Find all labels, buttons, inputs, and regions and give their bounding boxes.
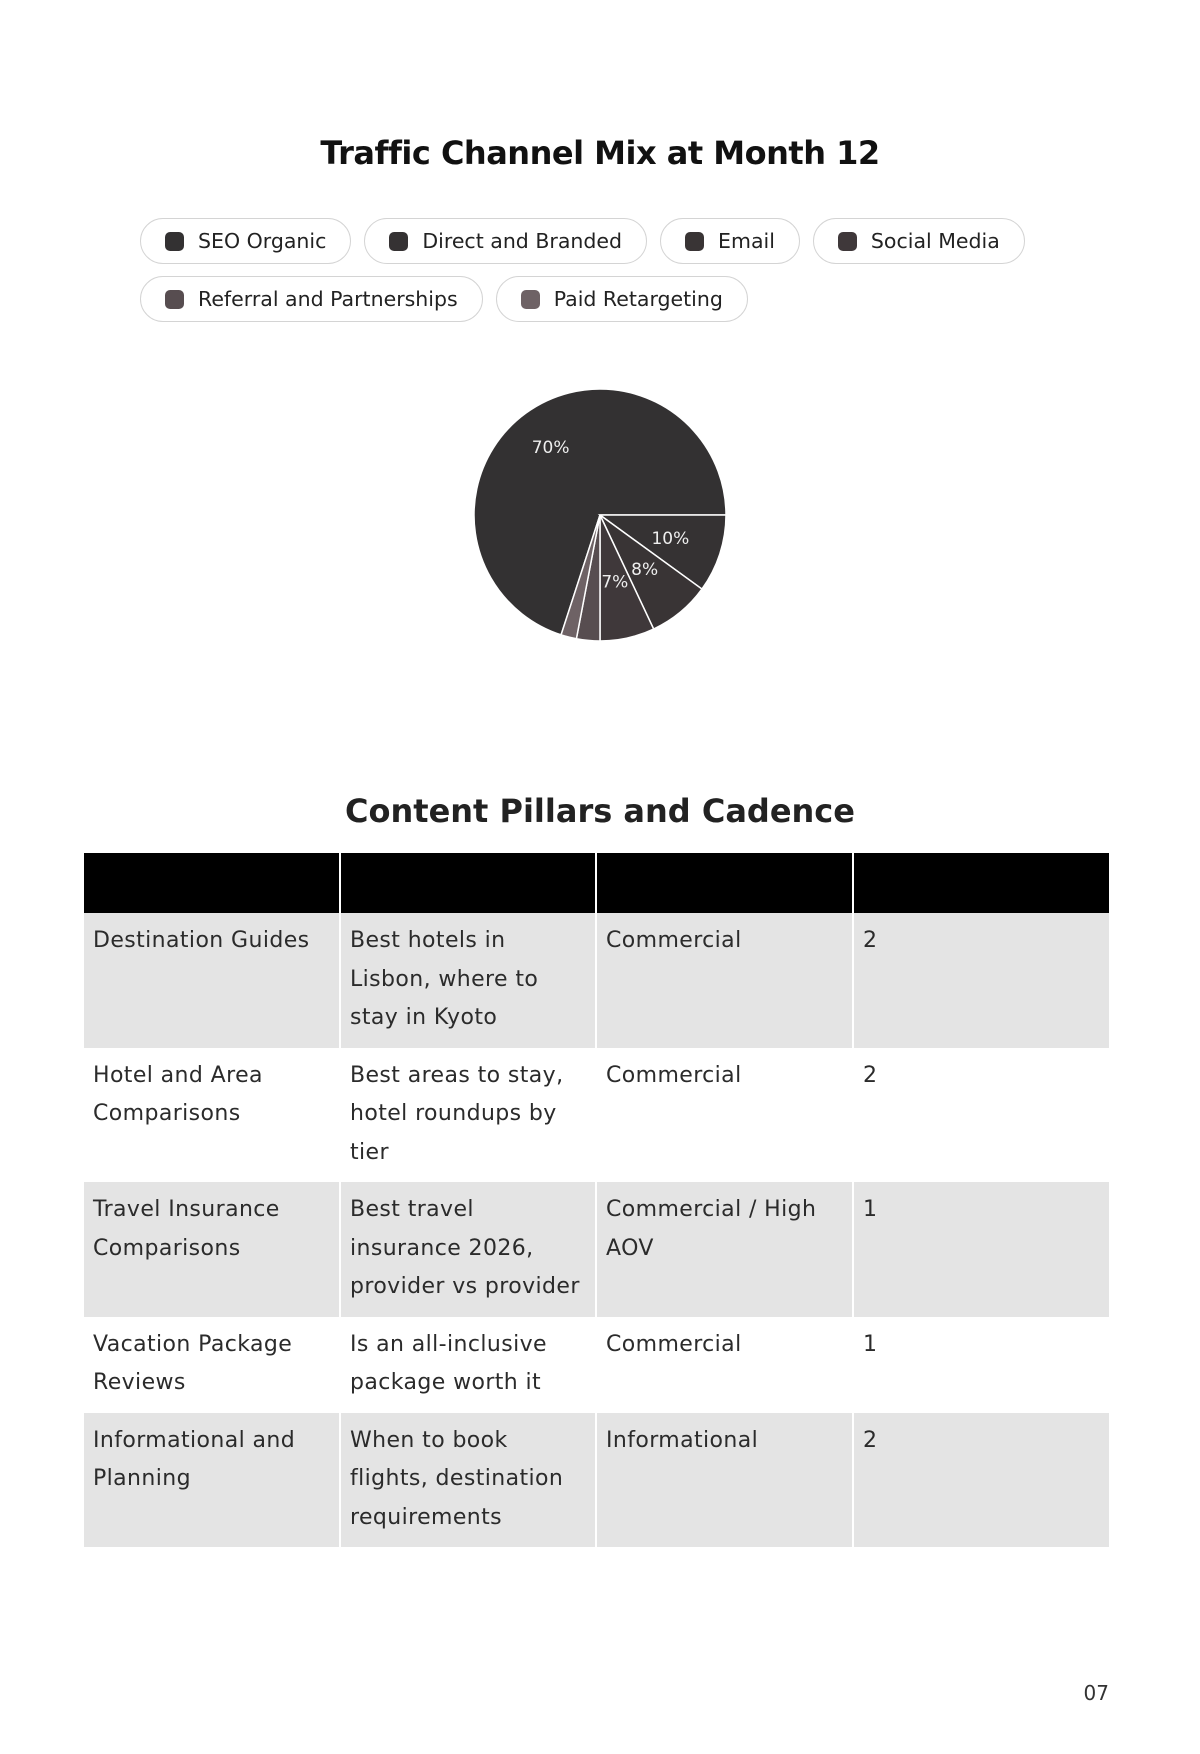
table-cell: 2 bbox=[853, 913, 1109, 1048]
table-cell: Travel Insurance Comparisons bbox=[84, 1182, 340, 1317]
legend-label: Direct and Branded bbox=[422, 229, 623, 253]
table-cell: When to book flights, destination requirements bbox=[340, 1413, 596, 1548]
table-header-cell bbox=[596, 853, 853, 913]
legend-swatch bbox=[685, 232, 704, 251]
table-cell: Best travel insurance 2026, provider vs provider bbox=[340, 1182, 596, 1317]
page-number: 07 bbox=[1083, 1681, 1109, 1705]
table-header-row bbox=[84, 853, 1109, 913]
legend-swatch bbox=[165, 290, 184, 309]
pie-data-label: 10% bbox=[651, 528, 690, 549]
pie-data-label: 7% bbox=[601, 572, 629, 593]
table-cell: Hotel and Area Comparisons bbox=[84, 1048, 340, 1183]
legend-swatch bbox=[165, 232, 184, 251]
chart-title: Traffic Channel Mix at Month 12 bbox=[320, 134, 880, 172]
table-cell: 2 bbox=[853, 1413, 1109, 1548]
table-cell: Is an all-inclusive package worth it bbox=[340, 1317, 596, 1413]
table-cell: Informational and Planning bbox=[84, 1413, 340, 1548]
legend-item-seo-organic bbox=[140, 218, 351, 264]
legend-row bbox=[140, 218, 1080, 264]
legend-label: Referral and Partnerships bbox=[198, 287, 458, 311]
table-cell: Best areas to stay, hotel roundups by tier bbox=[340, 1048, 596, 1183]
table-header-cell bbox=[853, 853, 1109, 913]
table-row bbox=[84, 1048, 1109, 1183]
table-row bbox=[84, 1413, 1109, 1548]
legend-item-paid-retargeting bbox=[496, 276, 748, 322]
pie-chart bbox=[460, 375, 740, 655]
chart-legend bbox=[140, 218, 1080, 334]
legend-item-direct-branded bbox=[364, 218, 647, 264]
legend-item-email bbox=[660, 218, 800, 264]
legend-swatch bbox=[521, 290, 540, 309]
table-cell: Vacation Package Reviews bbox=[84, 1317, 340, 1413]
table-row bbox=[84, 1182, 1109, 1317]
table-cell: 1 bbox=[863, 1331, 878, 1357]
table-header-cell bbox=[340, 853, 596, 913]
table-header-cell bbox=[84, 853, 340, 913]
section-title: Content Pillars and Cadence bbox=[345, 792, 855, 830]
table-row bbox=[84, 1317, 1109, 1413]
pie-data-label: 70% bbox=[531, 438, 570, 459]
table-cell: Commercial bbox=[596, 1317, 853, 1413]
legend-row bbox=[140, 276, 1080, 322]
legend-label: Social Media bbox=[870, 229, 1000, 253]
table-cell: Commercial bbox=[596, 1048, 853, 1183]
table-cell: 2 bbox=[863, 1062, 878, 1088]
legend-swatch bbox=[389, 232, 408, 251]
legend-swatch bbox=[838, 232, 857, 251]
pie-data-label: 8% bbox=[631, 559, 659, 580]
table-cell: Destination Guides bbox=[84, 913, 340, 1048]
legend-label: Paid Retargeting bbox=[553, 287, 723, 311]
legend-item-social-media bbox=[813, 218, 1025, 264]
legend-item-referral-partnerships bbox=[140, 276, 483, 322]
legend-label: Email bbox=[718, 229, 775, 253]
table-cell: Informational bbox=[596, 1413, 853, 1548]
legend-label: SEO Organic bbox=[198, 229, 327, 253]
table-cell: 1 bbox=[853, 1182, 1109, 1317]
content-pillars-table bbox=[84, 853, 1109, 1547]
table-cell: Best hotels in Lisbon, where to stay in Kyoto bbox=[340, 913, 596, 1048]
table-cell: Commercial / High AOV bbox=[596, 1182, 853, 1317]
table-cell: Commercial bbox=[596, 913, 853, 1048]
table-row bbox=[84, 913, 1109, 1048]
